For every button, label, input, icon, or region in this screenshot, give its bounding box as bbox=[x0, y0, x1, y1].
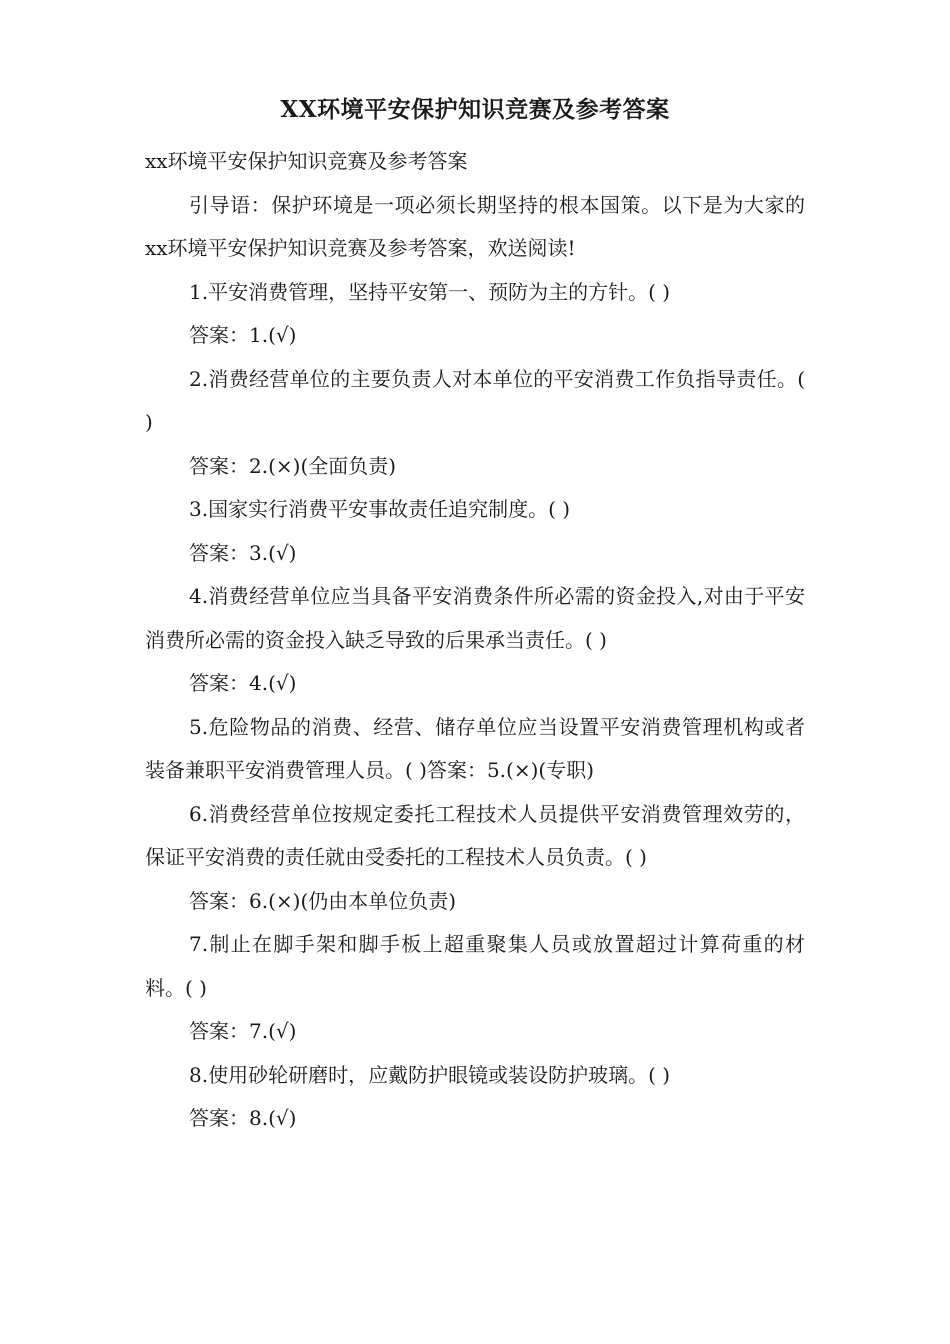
answer-3: 答案：3.(√) bbox=[189, 540, 297, 565]
question-6: 6.消费经营单位按规定委托工程技术人员提供平安消费管理效劳的，保证平安消费的责任就由受委托的工程技术人员负责。( ) bbox=[145, 801, 805, 869]
document-subtitle: xx环境平安保护知识竞赛及参考答案 bbox=[145, 149, 468, 173]
answer-7: 答案：7.(√) bbox=[189, 1019, 297, 1043]
question-1: 1.平安消费管理，坚持平安第一、预防为主的方针。( ) bbox=[189, 279, 671, 304]
intro-paragraph: 引导语：保护环境是一项必须长期坚持的根本国策。以下是为大家的xx环境平安保护知识竞赛及参考答案，欢送阅读! bbox=[145, 192, 805, 260]
question-8: 8.使用砂轮研磨时，应戴防护眼镜或装设防护玻璃。( ) bbox=[189, 1062, 671, 1087]
document-title: XX环境平安保护知识竞赛及参考答案 bbox=[280, 96, 670, 123]
question-4: 4.消费经营单位应当具备平安消费条件所必需的资金投入,对由于平安消费所必需的资金投入缺乏导致的后果承当责任。( ) bbox=[145, 584, 805, 652]
answer-4: 答案：4.(√) bbox=[189, 671, 297, 695]
answer-1: 答案：1.(√) bbox=[189, 323, 297, 347]
question-7: 7.制止在脚手架和脚手板上超重聚集人员或放置超过计算荷重的材料。( ) bbox=[145, 932, 805, 1000]
question-5-with-answer: 5.危险物品的消费、经营、储存单位应当设置平安消费管理机构或者装备兼职平安消费管理人员。( )答案：5.(×)(专职) bbox=[145, 714, 805, 782]
answer-8: 答案：8.(√) bbox=[189, 1106, 297, 1130]
question-3: 3.国家实行消费平安事故责任追究制度。( ) bbox=[189, 497, 571, 521]
document-body bbox=[145, 140, 805, 1141]
answer-6: 答案：6.(×)(仍由本单位负责) bbox=[189, 888, 457, 913]
answer-2: 答案：2.(×)(全面负责) bbox=[189, 453, 397, 478]
question-2: 2.消费经营单位的主要负责人对本单位的平安消费工作负指导责任。( ) bbox=[145, 366, 805, 434]
